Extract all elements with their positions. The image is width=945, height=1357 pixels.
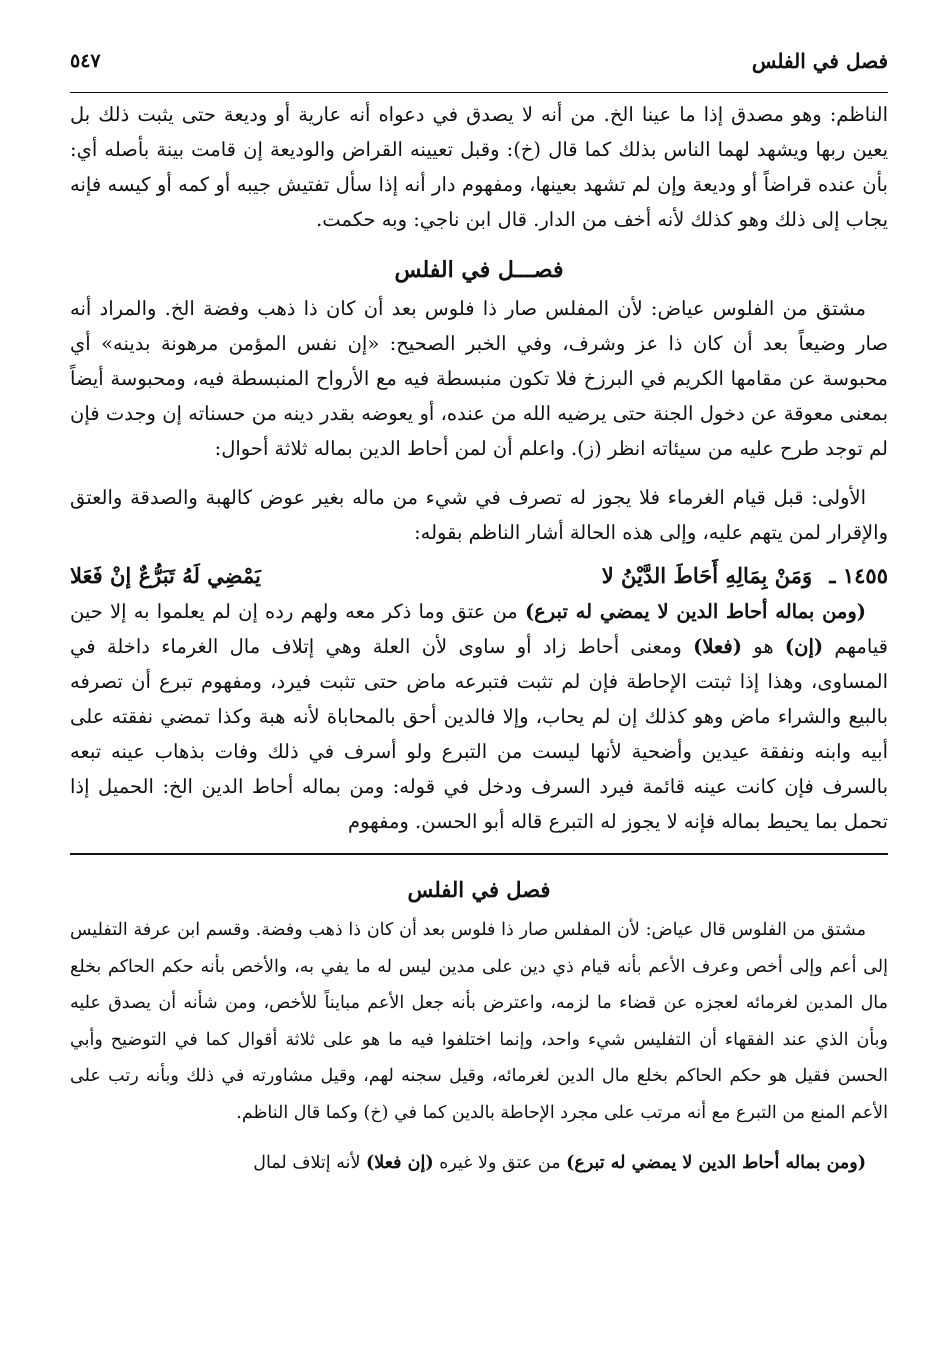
lower-paragraph-2	[70, 1145, 888, 1182]
lower-commentary	[70, 877, 888, 1182]
lower-text-2: لأنه إتلاف لمال	[253, 1153, 366, 1173]
page-number: ٥٤٧	[70, 50, 101, 72]
page-header	[70, 30, 888, 93]
running-head: فصل في الفلس	[751, 49, 888, 73]
verse-hemistich-1: وَمَنْ بِمَالِهِ أَحَاطَ الدَّيْنُ لا	[601, 563, 813, 588]
commentary-bold-1: (إن)	[784, 635, 824, 658]
section-title: فصـــل في الفلس	[394, 257, 564, 283]
commentary-bold-2: (فعلا)	[693, 635, 742, 658]
verse-number: ١٤٥٥ ـ	[829, 563, 888, 588]
verse-line	[70, 558, 888, 594]
definition-paragraph: مشتق من الفلوس عياض: لأن المفلس صار ذا فلوس بعد أن كان ذا ذهب وفضة الخ. والمراد أنه صار وضيعاً بعد أن كان ذا عز وشرف، وفي الخبر الصحيح: «إن نفس المؤمن مرهونة بدينه» أي محبوسة عن مقامها الكريم في البرزخ فلا تكون منبسطة فيه مع الأرواح المنبسطة فيه، ومحبوسة أيضاً بمعنى معوقة عن دخول الجنة حتى يرضيه الله من عنده، أو يعوضه بقدر دينه من حسناته إن وجدت فإن لم توجد طرح عليه من سيئاته انظر (ز). واعلم أن لمن أحاط الدين بماله ثلاثة أحوال:	[70, 297, 888, 460]
commentary-text-1: من عتق وما ذكر معه ولهم رده إن لم يعلموا به إلا حين قيامهم	[70, 600, 888, 658]
lower-bold-1: (إن فعلا)	[366, 1153, 434, 1173]
main-text	[70, 97, 888, 839]
commentary-text-3: ومعنى أحاط زاد أو ساوى لأن العلة وهي إتلاف مال الغرماء داخلة في المساوى، وهذا إذا ثبتت الإحاطة فإن لم تثبت فتبرعه ماض حتى تثبت فيرد، ومفهوم تبرع أن تصرفه بالبيع والشراء ماض وهو كذلك إن لم يحاب، وإلا فالدين أحق بالمحاباة لأنه هبة وكذا تمضي نفقته على أبيه وابنه ونفقة عيدين وأضحية لأنها ليست من التبرع ولو أسرف في ذلك وفات بذهاب عينه تبعه بالسرف فإن كانت عينه قائمة فيرد السرف ودخل في قوله: ومن بماله أحاط الدين الخ: الحميل إذا تحمل بما يحيط بماله فإنه لا يجوز له التبرع قاله أبو الحسن. ومفهوم	[70, 635, 888, 833]
first-state-paragraph: الأولى: قبل قيام الغرماء فلا يجوز له تصرف في شيء من ماله بغير عوض كالهبة والصدقة والعتق والإقرار لمن يتهم عليه، وإلى هذه الحالة أشار الناظم بقوله:	[70, 486, 888, 544]
lower-quote: (ومن بماله أحاط الدين لا يمضي له تبرع)	[566, 1153, 866, 1173]
lower-paragraph-1: مشتق من الفلوس قال عياض: لأن المفلس صار ذا فلوس بعد أن كان ذا ذهب وفضة. وقسم ابن عرفة التفليس إلى أعم وإلى أخص وعرف الأعم بأنه قيام ذي دين على مدين ليس له ما يفي به، والأخص بأنه حكم الحاكم بخلع مال المدين لغرمائه لعجزه عن قضاء ما لزمه، واعترض بأنه جعل الأعم مبايناً للأخص، ومن شأنه أن يصدق عليه وبأن الذي عند الفقهاء أن التفليس شيء واحد، وإنما اختلفوا فيه ما هو على ثلاثة أقوال كما في التوضيح وأبي الحسن فقيل هو حكم الحاكم بخلع مال الدين لغرمائه، وقيل سجنه لهم، وقيل مشاورته في ذلك وبأنه رتب على الأعم المنع من التبرع مع أنه مرتب على مجرد الإحاطة بالدين كما في (خ) وكما قال الناظم.	[70, 920, 888, 1123]
verse-hemistich-2: يَمْضِي لَهُ تَبَرُّعٌ إنْ فَعَلا	[70, 563, 261, 588]
opening-paragraph: الناظم: وهو مصدق إذا ما عينا الخ. من أنه لا يصدق في دعواه أنه عارية أو وديعة حتى يثبت ذلك بل يعين ربها ويشهد لهما الناس بذلك كما قال (خ): وقبل تعيينه القراض والوديعة إن قامت بينة بأصله أي: بأن عنده قراضاً أو وديعة وإن لم تشهد بعينها، ومفهوم دار أنه إذا سأل تفتيش جيبه أو كمه أو كيسه فإنه يجاب إلى ذلك وهو كذلك لأنه أخف من الدار. قال ابن ناجي: وبه حكمت.	[70, 103, 888, 231]
section-divider	[70, 853, 888, 855]
commentary-text-2: هو	[741, 635, 785, 658]
commentary-quote: (ومن بماله أحاط الدين لا يمضي له تبرع)	[524, 600, 866, 623]
lower-section-title: فصل في الفلس	[407, 877, 551, 902]
book-page	[70, 30, 888, 1182]
commentary-paragraph	[70, 594, 888, 839]
lower-text-1: من عتق ولا غيره	[433, 1153, 567, 1173]
